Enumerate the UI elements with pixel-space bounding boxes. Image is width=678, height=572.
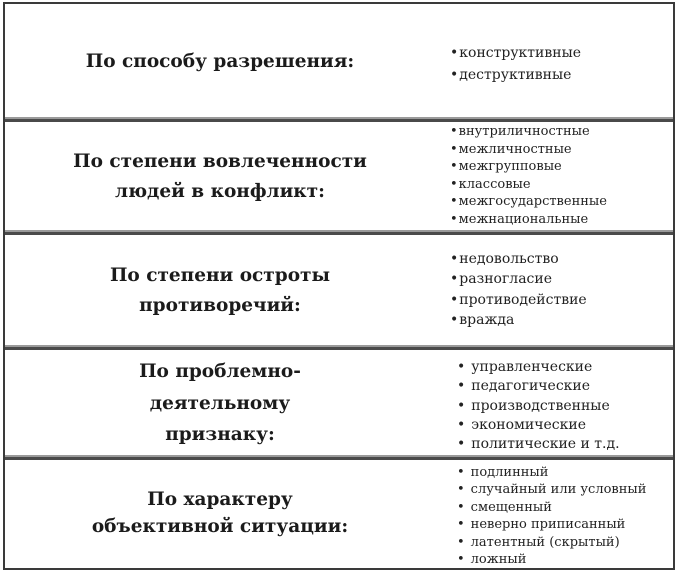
table-row	[5, 119, 673, 232]
bullet-icon: •	[450, 66, 459, 83]
list-item: •внутриличностные	[450, 124, 590, 139]
row-heading-cell	[5, 235, 435, 347]
list-item: •вражда	[450, 310, 587, 330]
heading-line: По способу разрешения:	[85, 50, 355, 72]
bullet-icon: •	[450, 141, 458, 157]
list-item: •межгосударственные	[450, 194, 607, 210]
list-item: •разногласие	[450, 269, 587, 289]
list-item: •межнациональные	[450, 211, 589, 227]
heading-line: деятельному	[149, 392, 291, 414]
bullet-icon: •	[457, 517, 465, 533]
list-item: • педагогические	[450, 377, 620, 396]
bullet-icon: •	[450, 211, 458, 227]
row-heading	[86, 47, 354, 77]
item-list	[450, 464, 646, 568]
bullet-icon: •	[450, 194, 458, 210]
list-item: •межличностные	[450, 141, 572, 157]
bullet-icon: •	[450, 291, 459, 308]
list-item: • производственные	[450, 397, 620, 416]
row-heading-cell	[5, 350, 435, 457]
bullet-icon: •	[457, 482, 465, 498]
bullet-icon: •	[457, 534, 465, 550]
table-row	[5, 232, 673, 347]
item-list	[450, 358, 620, 454]
row-heading	[73, 147, 367, 207]
row-heading	[139, 356, 301, 451]
heading-line: По характеру	[147, 489, 293, 511]
row-heading	[92, 487, 348, 541]
bullet-icon: •	[457, 552, 465, 568]
bullet-icon: •	[457, 397, 466, 414]
list-item: • случайный или условный	[457, 482, 647, 498]
row-heading	[110, 261, 330, 321]
bullet-icon: •	[457, 436, 466, 453]
list-item: • управленческие	[450, 358, 620, 377]
heading-line: По проблемно-	[139, 360, 301, 382]
bullet-icon: •	[450, 45, 459, 61]
list-item: •классовые	[450, 176, 531, 192]
list-item: • неверно приписанный	[457, 517, 626, 533]
list-item: •деструктивные	[450, 65, 581, 87]
heading-line: людей в конфликт:	[115, 181, 325, 202]
heading-line: противоречий:	[139, 295, 301, 316]
table-row	[5, 457, 673, 568]
table-row	[5, 347, 673, 457]
list-item: • экономические	[450, 416, 620, 435]
item-list	[450, 123, 607, 229]
row-heading-cell	[5, 460, 435, 568]
list-item: • смещенный	[457, 499, 552, 515]
bullet-icon: •	[457, 378, 466, 395]
item-list	[450, 249, 587, 330]
list-item: •конструктивные	[450, 43, 581, 65]
row-heading-cell	[5, 122, 435, 232]
bullet-icon: •	[450, 311, 459, 328]
list-item: •межгрупповые	[450, 159, 562, 175]
row-heading-cell	[5, 4, 435, 119]
bullet-icon: •	[450, 124, 458, 139]
conflict-classification-table	[3, 2, 675, 570]
list-item: • подлинный	[457, 465, 549, 480]
bullet-icon: •	[450, 271, 459, 288]
bullet-icon: •	[457, 499, 465, 515]
bullet-icon: •	[450, 176, 458, 192]
bullet-icon: •	[450, 251, 459, 267]
list-item: •противодействие	[450, 290, 587, 310]
heading-line: По степени вовлеченности	[73, 151, 367, 173]
bullet-icon: •	[457, 416, 466, 433]
list-item: • ложный	[457, 552, 527, 568]
heading-line: По степени остроты	[109, 265, 331, 287]
bullet-icon: •	[457, 465, 465, 480]
list-item: • латентный (скрытый)	[457, 534, 620, 550]
bullet-icon: •	[450, 159, 458, 175]
heading-line: объективной ситуации:	[91, 516, 349, 537]
table-row	[5, 4, 673, 119]
list-item: • политические и т.д.	[450, 435, 620, 454]
item-list	[450, 43, 581, 86]
heading-line: признаку:	[165, 424, 275, 446]
list-item: •недовольство	[450, 249, 587, 269]
bullet-icon: •	[457, 359, 466, 375]
